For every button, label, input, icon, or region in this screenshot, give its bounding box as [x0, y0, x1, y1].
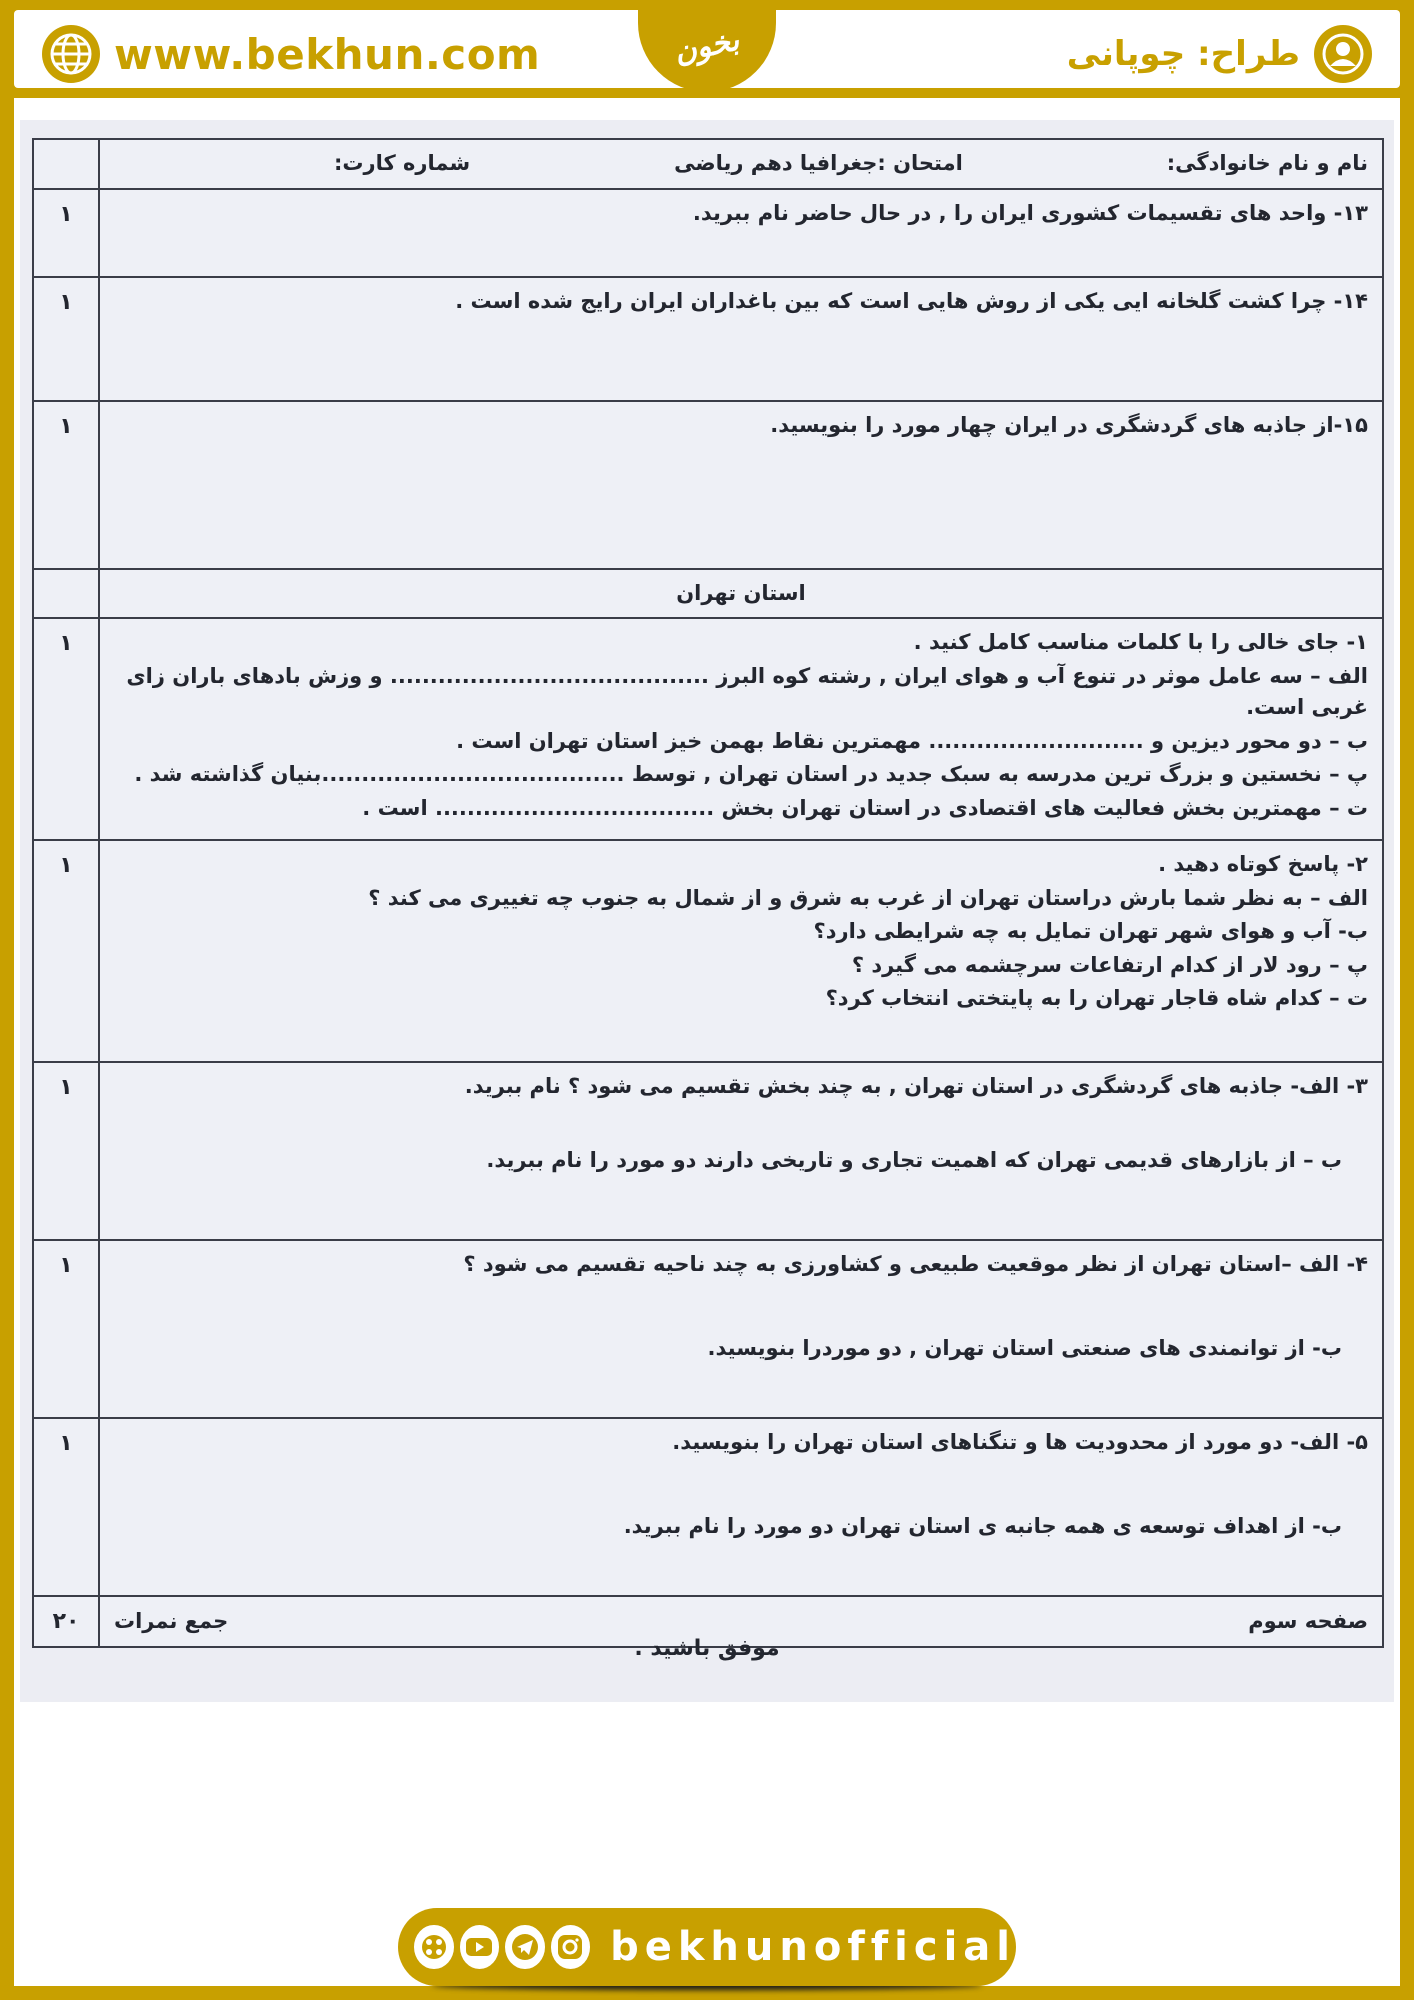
question-2-item-c: پ – رود لار از کدام ارتفاعات سرچشمه می گیرد ؟	[851, 952, 1368, 977]
site-header	[0, 0, 1414, 98]
score-14: ۱	[33, 277, 99, 401]
question-4	[99, 1240, 1383, 1418]
exam-table	[32, 138, 1384, 1648]
score-15: ۱	[33, 401, 99, 569]
designer-info	[1067, 24, 1372, 84]
question-14: ۱۴- چرا کشت گلخانه ایی یکی از روش هایی است که بین باغداران ایران رایج شده است .	[99, 277, 1383, 401]
question-2-item-d: ت – کدام شاه قاجار تهران را به پایتختی انتخاب کرد؟	[825, 986, 1368, 1010]
designer-name: طراح: چوپانی	[1066, 34, 1300, 74]
website-link[interactable]	[42, 24, 540, 84]
exam-title: امتحان :جغرافیا دهم ریاضی	[674, 151, 963, 175]
question-1-item-a: الف – سه عامل موثر در تنوع آب و هوای ایران , رشته کوه البرز ........................................ و وزش بادهای باران زای غربی است.	[126, 663, 1368, 719]
question-1-title: ۱- جای خالی را با کلمات مناسب کامل کنید .	[913, 630, 1368, 654]
instagram-icon[interactable]	[551, 1925, 591, 1969]
user-icon	[1314, 25, 1372, 83]
question-2-title: ۲- پاسخ کوتاه دهید .	[1158, 852, 1368, 876]
question-4-part-b: ب- از توانمندی های صنعتی استان تهران , دو موردرا بنویسید.	[707, 1335, 1342, 1360]
globe-icon	[42, 25, 100, 83]
question-5-part-a: ۵- الف- دو مورد از محدودیت ها و تنگناهای استان تهران را بنویسید.	[672, 1430, 1368, 1454]
question-1	[99, 618, 1383, 840]
name-field-label: نام و نام خانوادگی:	[1166, 151, 1368, 175]
question-1-item-d: ت – مهمترین بخش فعالیت های اقتصادی در استان تهران بخش ................................... است .	[362, 795, 1368, 820]
section-title: استان تهران	[99, 569, 1383, 619]
question-15: ۱۵-از جاذبه های گردشگری در ایران چهار مورد را بنویسید.	[99, 401, 1383, 569]
score-header-cell	[33, 139, 99, 189]
website-text: www.bekhun.com	[114, 29, 541, 79]
score-1: ۱	[33, 618, 99, 840]
question-2	[99, 840, 1383, 1062]
question-2-item-b: ب- آب و هوای شهر تهران تمایل به چه شرایطی دارد؟	[813, 919, 1368, 943]
score-4: ۱	[33, 1240, 99, 1418]
question-5	[99, 1418, 1383, 1596]
question-13: ۱۳- واحد های تقسیمات کشوری ایران را , در حال حاضر نام ببرید.	[99, 189, 1383, 277]
page-label: صفحه سوم	[1248, 1608, 1368, 1633]
total-score: ۲۰	[33, 1596, 99, 1647]
telegram-icon[interactable]	[505, 1925, 545, 1969]
closing-message: موفق باشید .	[634, 1636, 780, 1661]
score-5: ۱	[33, 1418, 99, 1596]
question-1-item-b: ب – دو محور دیزین و ........................... مهمترین نقاط بهمن خیز استان تهران است .	[456, 728, 1368, 753]
question-3-part-a: ۳- الف- جاذبه های گردشگری در استان تهران , به چند بخش تقسیم می شود ؟ نام ببرید.	[464, 1074, 1368, 1098]
question-3-part-b: ب – از بازارهای قدیمی تهران که اهمیت تجاری و تاریخی دارند دو مورد را نام ببرید.	[486, 1147, 1342, 1172]
question-1-item-c: پ – نخستین و بزرگ ترین مدرسه به سبک جدید در استان تهران , توسط ......................................بنیان گذاشته شد .	[134, 762, 1368, 786]
exam-header	[99, 139, 1383, 189]
total-label: جمع نمرات	[114, 1608, 229, 1633]
question-4-part-a: ۴- الف –استان تهران از نظر موقعیت طبیعی و کشاورزی به چند ناحیه تقسیم می شود ؟	[463, 1252, 1368, 1276]
score-3: ۱	[33, 1062, 99, 1240]
score-2: ۱	[33, 840, 99, 1062]
question-3	[99, 1062, 1383, 1240]
youtube-icon[interactable]	[460, 1925, 500, 1969]
logo-text: بخون	[671, 22, 743, 70]
social-handle[interactable]: bekhunofficial	[610, 1924, 1016, 1970]
section-score-cell	[33, 569, 99, 619]
question-2-item-a: الف – به نظر شما بارش دراستان تهران از غرب به شرق و از شمال به جنوب چه تغییری می کند ؟	[368, 885, 1368, 910]
card-number-label: شماره کارت:	[334, 151, 471, 175]
social-bar	[398, 1908, 1016, 1986]
score-13: ۱	[33, 189, 99, 277]
question-5-part-b: ب- از اهداف توسعه ی همه جانبه ی استان تهران دو مورد را نام ببرید.	[623, 1513, 1342, 1538]
aparat-icon[interactable]	[414, 1925, 454, 1969]
